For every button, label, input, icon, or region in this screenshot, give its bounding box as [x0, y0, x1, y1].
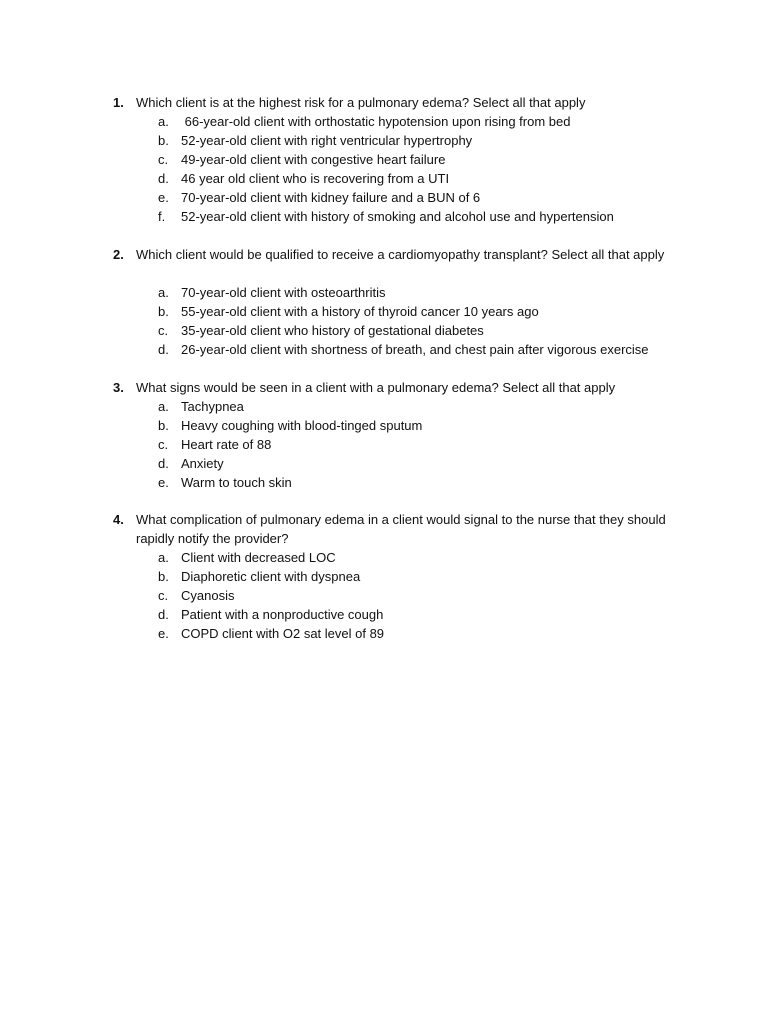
- option-text: 46 year old client who is recovering from a UTI: [181, 171, 450, 186]
- option-letter: b.: [158, 133, 169, 148]
- option-letter: c.: [158, 152, 169, 167]
- option-text: Anxiety: [181, 456, 224, 471]
- question-number: 3.: [113, 380, 124, 395]
- question-text: What complication of pulmonary edema in a client would signal to the nurse that they should rapidly notify the provider?: [136, 512, 666, 546]
- option-text: 66-year-old client with orthostatic hypotension upon rising from bed: [181, 114, 571, 129]
- option-letter: e.: [158, 475, 169, 490]
- option-text: 49-year-old client with congestive heart failure: [181, 152, 446, 167]
- option-text: 52-year-old client with right ventricular hypertrophy: [181, 133, 473, 148]
- option-text: Client with decreased LOC: [181, 550, 336, 565]
- question-text: What signs would be seen in a client with a pulmonary edema? Select all that apply: [136, 380, 616, 395]
- option-letter: b.: [158, 418, 169, 433]
- option-text: 26-year-old client with shortness of breath, and chest pain after vigorous exercise: [181, 342, 649, 357]
- option-letter: c.: [158, 323, 169, 338]
- option-text: Heavy coughing with blood-tinged sputum: [181, 418, 423, 433]
- option-text: Diaphoretic client with dyspnea: [181, 569, 361, 584]
- option-letter: e.: [158, 626, 169, 641]
- option-text: Patient with a nonproductive cough: [181, 607, 384, 622]
- question-text: Which client would be qualified to receive a cardiomyopathy transplant? Select all that apply: [136, 247, 665, 262]
- option-letter: d.: [158, 456, 169, 471]
- option-text: 35-year-old client who history of gestational diabetes: [181, 323, 484, 338]
- option-letter: b.: [158, 569, 169, 584]
- option-text: 70-year-old client with kidney failure and a BUN of 6: [181, 190, 481, 205]
- option-letter: c.: [158, 588, 169, 603]
- question-number: 4.: [113, 512, 124, 527]
- option-text: Warm to touch skin: [181, 475, 292, 490]
- option-letter: d.: [158, 171, 169, 186]
- option-text: Tachypnea: [181, 399, 244, 414]
- option-letter: d.: [158, 607, 169, 622]
- question-number: 2.: [113, 247, 124, 262]
- option-text: 70-year-old client with osteoarthritis: [181, 285, 386, 300]
- option-letter: b.: [158, 304, 169, 319]
- option-letter: d.: [158, 342, 169, 357]
- question-number: 1.: [113, 95, 124, 110]
- option-letter: c.: [158, 437, 169, 452]
- option-letter: f.: [158, 209, 166, 224]
- option-text: 55-year-old client with a history of thyroid cancer 10 years ago: [181, 304, 539, 319]
- option-letter: a.: [158, 285, 169, 300]
- option-letter: e.: [158, 190, 169, 205]
- option-letter: a.: [158, 550, 169, 565]
- option-text: Heart rate of 88: [181, 437, 272, 452]
- question-text: Which client is at the highest risk for a pulmonary edema? Select all that apply: [136, 95, 586, 110]
- option-letter: a.: [158, 399, 169, 414]
- option-text: 52-year-old client with history of smoking and alcohol use and hypertension: [181, 209, 614, 224]
- option-text: Cyanosis: [181, 588, 235, 603]
- option-letter: a.: [158, 114, 169, 129]
- option-text: COPD client with O2 sat level of 89: [181, 626, 385, 641]
